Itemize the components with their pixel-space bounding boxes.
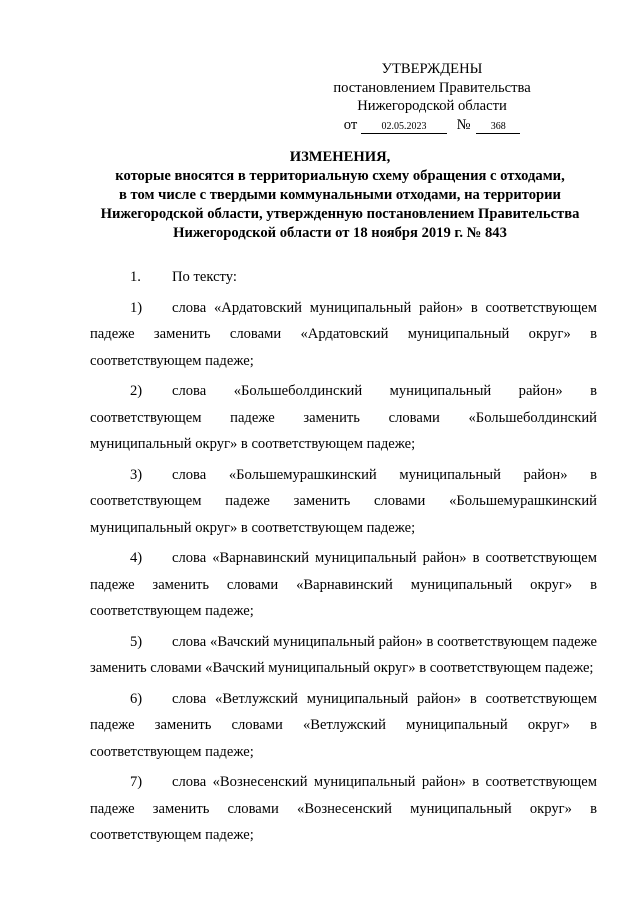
approval-block <box>312 60 552 134</box>
item-number: 5) <box>130 633 143 650</box>
list-item <box>90 295 597 375</box>
item-text: слова «Вачский муниципальный район» в соответствующем падеже заменить словами «Вачский муниципальный округ» в соответствующем падеже; <box>90 633 597 676</box>
list-item <box>90 378 597 458</box>
item-number: 6) <box>130 690 143 707</box>
approval-number: 368 <box>476 121 520 134</box>
item-text: слова «Ардатовский муниципальный район» в соответствующем падеже заменить словами «Ардатовский муниципальный округ» в соответствующем падеже; <box>90 299 597 369</box>
list-item <box>90 769 597 849</box>
amendments-list <box>90 264 597 853</box>
item-text: По тексту: <box>172 269 237 285</box>
date-prefix: от <box>343 116 358 133</box>
list-item <box>90 545 597 625</box>
title-main: ИЗМЕНЕНИЯ, <box>289 149 391 165</box>
approval-date: 02.05.2023 <box>361 121 447 134</box>
item-text: слова «Ветлужский муниципальный район» в соответствующем падеже заменить словами «Ветлужский муниципальный округ» в соответствующем падеже; <box>90 690 597 760</box>
approval-line-region: Нижегородской области <box>357 98 507 114</box>
document-title <box>60 148 620 243</box>
item-text: слова «Большеболдинский муниципальный район» в соответствующем падеже заменить словами «Большеболдинский муниципальный округ» в соответствующем падеже; <box>90 383 597 452</box>
item-number: 1) <box>130 299 143 316</box>
item-text: слова «Большемурашкинский муниципальный район» в соответствующем падеже заменить словами «Большемурашкинский муниципальный округ» в соответствующем падеже; <box>90 466 597 536</box>
number-sign: № <box>456 116 471 133</box>
item-number: 7) <box>130 774 143 790</box>
approval-date-row <box>312 116 552 135</box>
list-item <box>90 686 597 766</box>
list-item <box>90 629 597 682</box>
title-line-2: в том числе с твердыми коммунальными отходами, на территории <box>119 187 561 203</box>
title-line-3: Нижегородской области, утвержденную постановлением Правительства <box>100 206 580 222</box>
title-line-4: Нижегородской области от 18 ноября 2019 г. № 843 <box>173 225 507 241</box>
item-number: 3) <box>130 466 143 483</box>
approval-heading: УТВЕРЖДЕНЫ <box>381 61 483 77</box>
approval-line-decree: постановлением Правительства <box>333 79 531 96</box>
item-number: 4) <box>130 550 143 566</box>
item-text: слова «Вознесенский муниципальный район» в соответствующем падеже заменить словами «Вознесенский муниципальный округ» в соответствующем падеже; <box>90 774 597 843</box>
list-item <box>90 264 597 291</box>
title-line-1: которые вносятся в территориальную схему обращения с отходами, <box>115 168 565 184</box>
item-text: слова «Варнавинский муниципальный район» в соответствующем падеже заменить словами «Варнавинский муниципальный округ» в соответствующем падеже; <box>90 550 597 619</box>
item-number: 1. <box>130 269 141 285</box>
list-item <box>90 462 597 542</box>
item-number: 2) <box>130 383 143 399</box>
